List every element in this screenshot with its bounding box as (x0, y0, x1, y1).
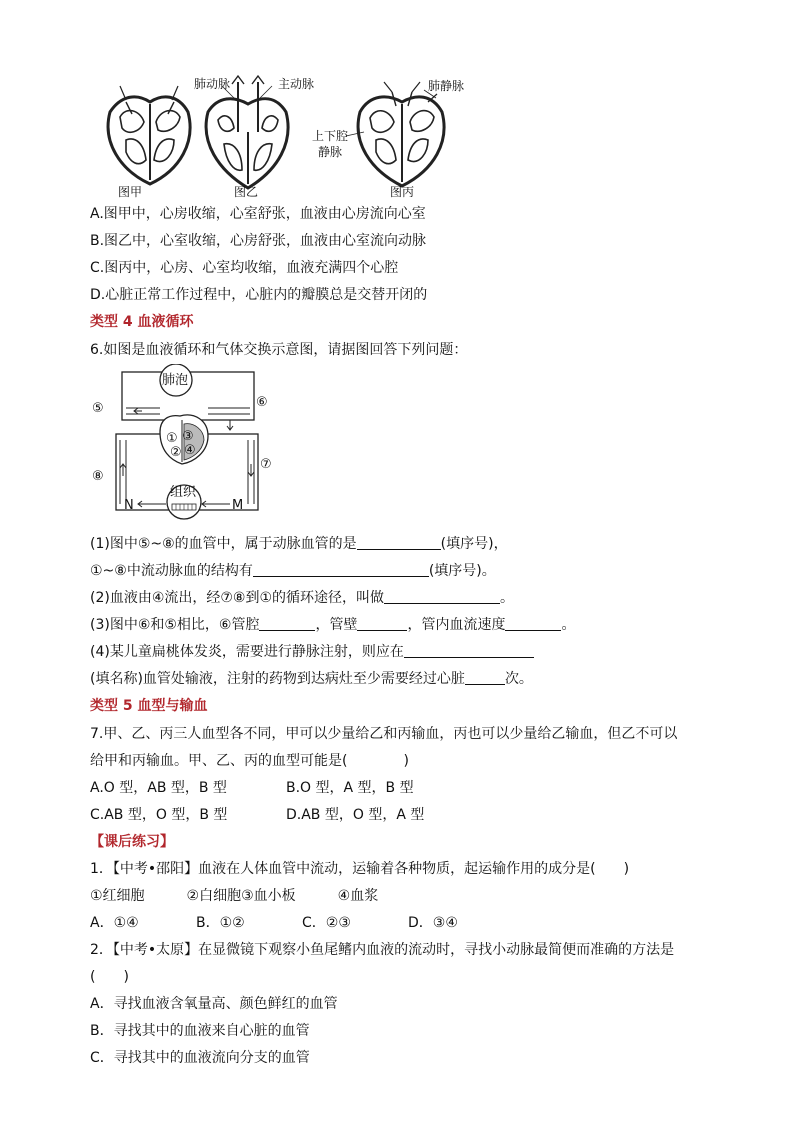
q6-part3 (90, 615, 575, 635)
q6-stem: 6.如图是血液循环和气体交换示意图，请据图回答下列问题： (90, 342, 468, 358)
diagram-label-n: N (124, 498, 134, 513)
answer-blank[interactable] (357, 535, 441, 550)
q7-stem-line2: 给甲和丙输血。甲、乙、丙的血型可能是( ) (90, 753, 409, 769)
e1-stem: 1．【中考•邵阳】血液在人体血管中流动，运输着各种物质，起运输作用的成分是( ) (90, 861, 630, 877)
q6-part1b-text: ①~⑧中流动脉血的结构有 (90, 563, 253, 579)
diagram-label-1: ① (166, 431, 178, 446)
caption-figure-b: 图乙 (234, 185, 259, 199)
heart-diagram-c (358, 82, 444, 186)
diagram-label-5: ⑤ (92, 401, 104, 416)
heart-diagram-b (206, 76, 288, 188)
answer-blank[interactable] (259, 616, 315, 631)
q6-part4b-text: (填名称)血管处输液，注射的药物到达病灶至少需要经过心脏 (90, 671, 465, 687)
q6-part3-text-a: (3)图中⑥和⑤相比，⑥管腔 (90, 617, 260, 633)
q6-part1b (90, 561, 496, 581)
label-vena-cava-line2: 静脉 (318, 145, 343, 159)
q5-option-a: A.图甲中，心房收缩，心室舒张，血液由心房流向心室 (90, 206, 426, 222)
diagram-label-7: ⑦ (260, 457, 272, 472)
q6-part4a-text: (4)某儿童扁桃体发炎，需要进行静脉注射，则应在 (90, 644, 404, 660)
q6-part2-end: 。 (500, 590, 515, 606)
q6-part1b-end: (填序号)。 (428, 563, 496, 579)
caption-figure-a: 图甲 (118, 185, 143, 199)
q5-option-b: B.图乙中，心室收缩，心房舒张，血液由心室流向动脉 (90, 233, 427, 249)
answer-blank[interactable] (253, 562, 429, 577)
q6-part1a (90, 534, 508, 554)
e1-option-d: D．③④ (408, 915, 458, 931)
e2-stem: 2．【中考•太原】在显微镜下观察小鱼尾鳍内血液的流动时，寻找小动脉最简便而准确的方法是 (90, 942, 675, 958)
e1-items: ①红细胞 ②白细胞③血小板 ④血浆 (90, 888, 379, 904)
q6-part3-text-b: ，管壁 (315, 617, 358, 633)
q7-option-b: B.O 型，A 型，B 型 (286, 780, 414, 796)
heart-diagram-a (108, 86, 190, 184)
diagram-label-tissue: 组织 (170, 485, 197, 500)
q6-part3-text-c: ，管内血流速度 (407, 617, 506, 633)
q6-part1a-text: (1)图中⑤~⑧的血管中，属于动脉血管的是 (90, 536, 357, 552)
q6-part2 (90, 588, 514, 608)
answer-blank[interactable] (384, 589, 500, 604)
q7-option-c: C.AB 型，O 型，B 型 (90, 807, 228, 823)
q7-stem-line1: 7.甲、乙、丙三人血型各不同，甲可以少量给乙和丙输血，丙也可以少量给乙输血，但乙不可以 (90, 726, 678, 742)
diagram-label-6: ⑥ (256, 395, 268, 410)
q7-option-a: A.O 型，AB 型，B 型 (90, 780, 227, 796)
q6-part2-text: (2)血液由④流出，经⑦⑧到①的循环途径，叫做 (90, 590, 385, 606)
e1-option-a: A．①④ (90, 915, 139, 931)
diagram-label-alveolus: 肺泡 (162, 373, 189, 388)
heart-cycle-figure (92, 72, 492, 202)
label-pulmonary-vein: 肺静脉 (428, 79, 465, 93)
caption-figure-c: 图丙 (390, 185, 415, 199)
diagram-label-m: M (232, 498, 244, 513)
e2-paren: ( ) (90, 969, 129, 985)
circulation-diagram (90, 364, 280, 526)
e2-option-a: A．寻找血液含氧量高、颜色鲜红的血管 (90, 996, 338, 1012)
answer-blank[interactable] (465, 670, 505, 685)
section-heading-4: 类型 4 血液循环 (90, 314, 194, 330)
answer-blank[interactable] (404, 643, 534, 658)
q6-part4a (90, 642, 534, 662)
section-heading-after-class: 【课后练习】 (90, 834, 174, 850)
diagram-label-3: ③ (182, 429, 194, 444)
e2-option-b: B．寻找其中的血液来自心脏的血管 (90, 1023, 310, 1039)
section-heading-5: 类型 5 血型与输血 (90, 698, 208, 714)
q5-option-d: D.心脏正常工作过程中，心脏内的瓣膜总是交替开闭的 (90, 287, 428, 303)
label-aorta: 主动脉 (278, 77, 315, 91)
e1-option-c: C．②③ (302, 915, 351, 931)
e1-option-b: B．①② (196, 915, 245, 931)
answer-blank[interactable] (357, 616, 407, 631)
diagram-label-2: ② (170, 445, 182, 460)
q6-part4b-end: 次。 (504, 671, 533, 687)
label-vena-cava-line1: 上下腔 (312, 129, 349, 143)
label-pulmonary-artery: 肺动脉 (194, 77, 231, 91)
q6-part3-end: 。 (561, 617, 576, 633)
q6-part4b (90, 669, 533, 689)
q7-option-d: D.AB 型，O 型，A 型 (286, 807, 425, 823)
answer-blank[interactable] (505, 616, 561, 631)
diagram-label-8: ⑧ (92, 469, 104, 484)
e2-option-c: C．寻找其中的血液流向分支的血管 (90, 1050, 310, 1066)
q6-part1a-end: (填序号)， (440, 536, 508, 552)
q5-option-c: C.图丙中，心房、心室均收缩，血液充满四个心腔 (90, 260, 399, 276)
diagram-label-4: ④ (184, 443, 196, 458)
